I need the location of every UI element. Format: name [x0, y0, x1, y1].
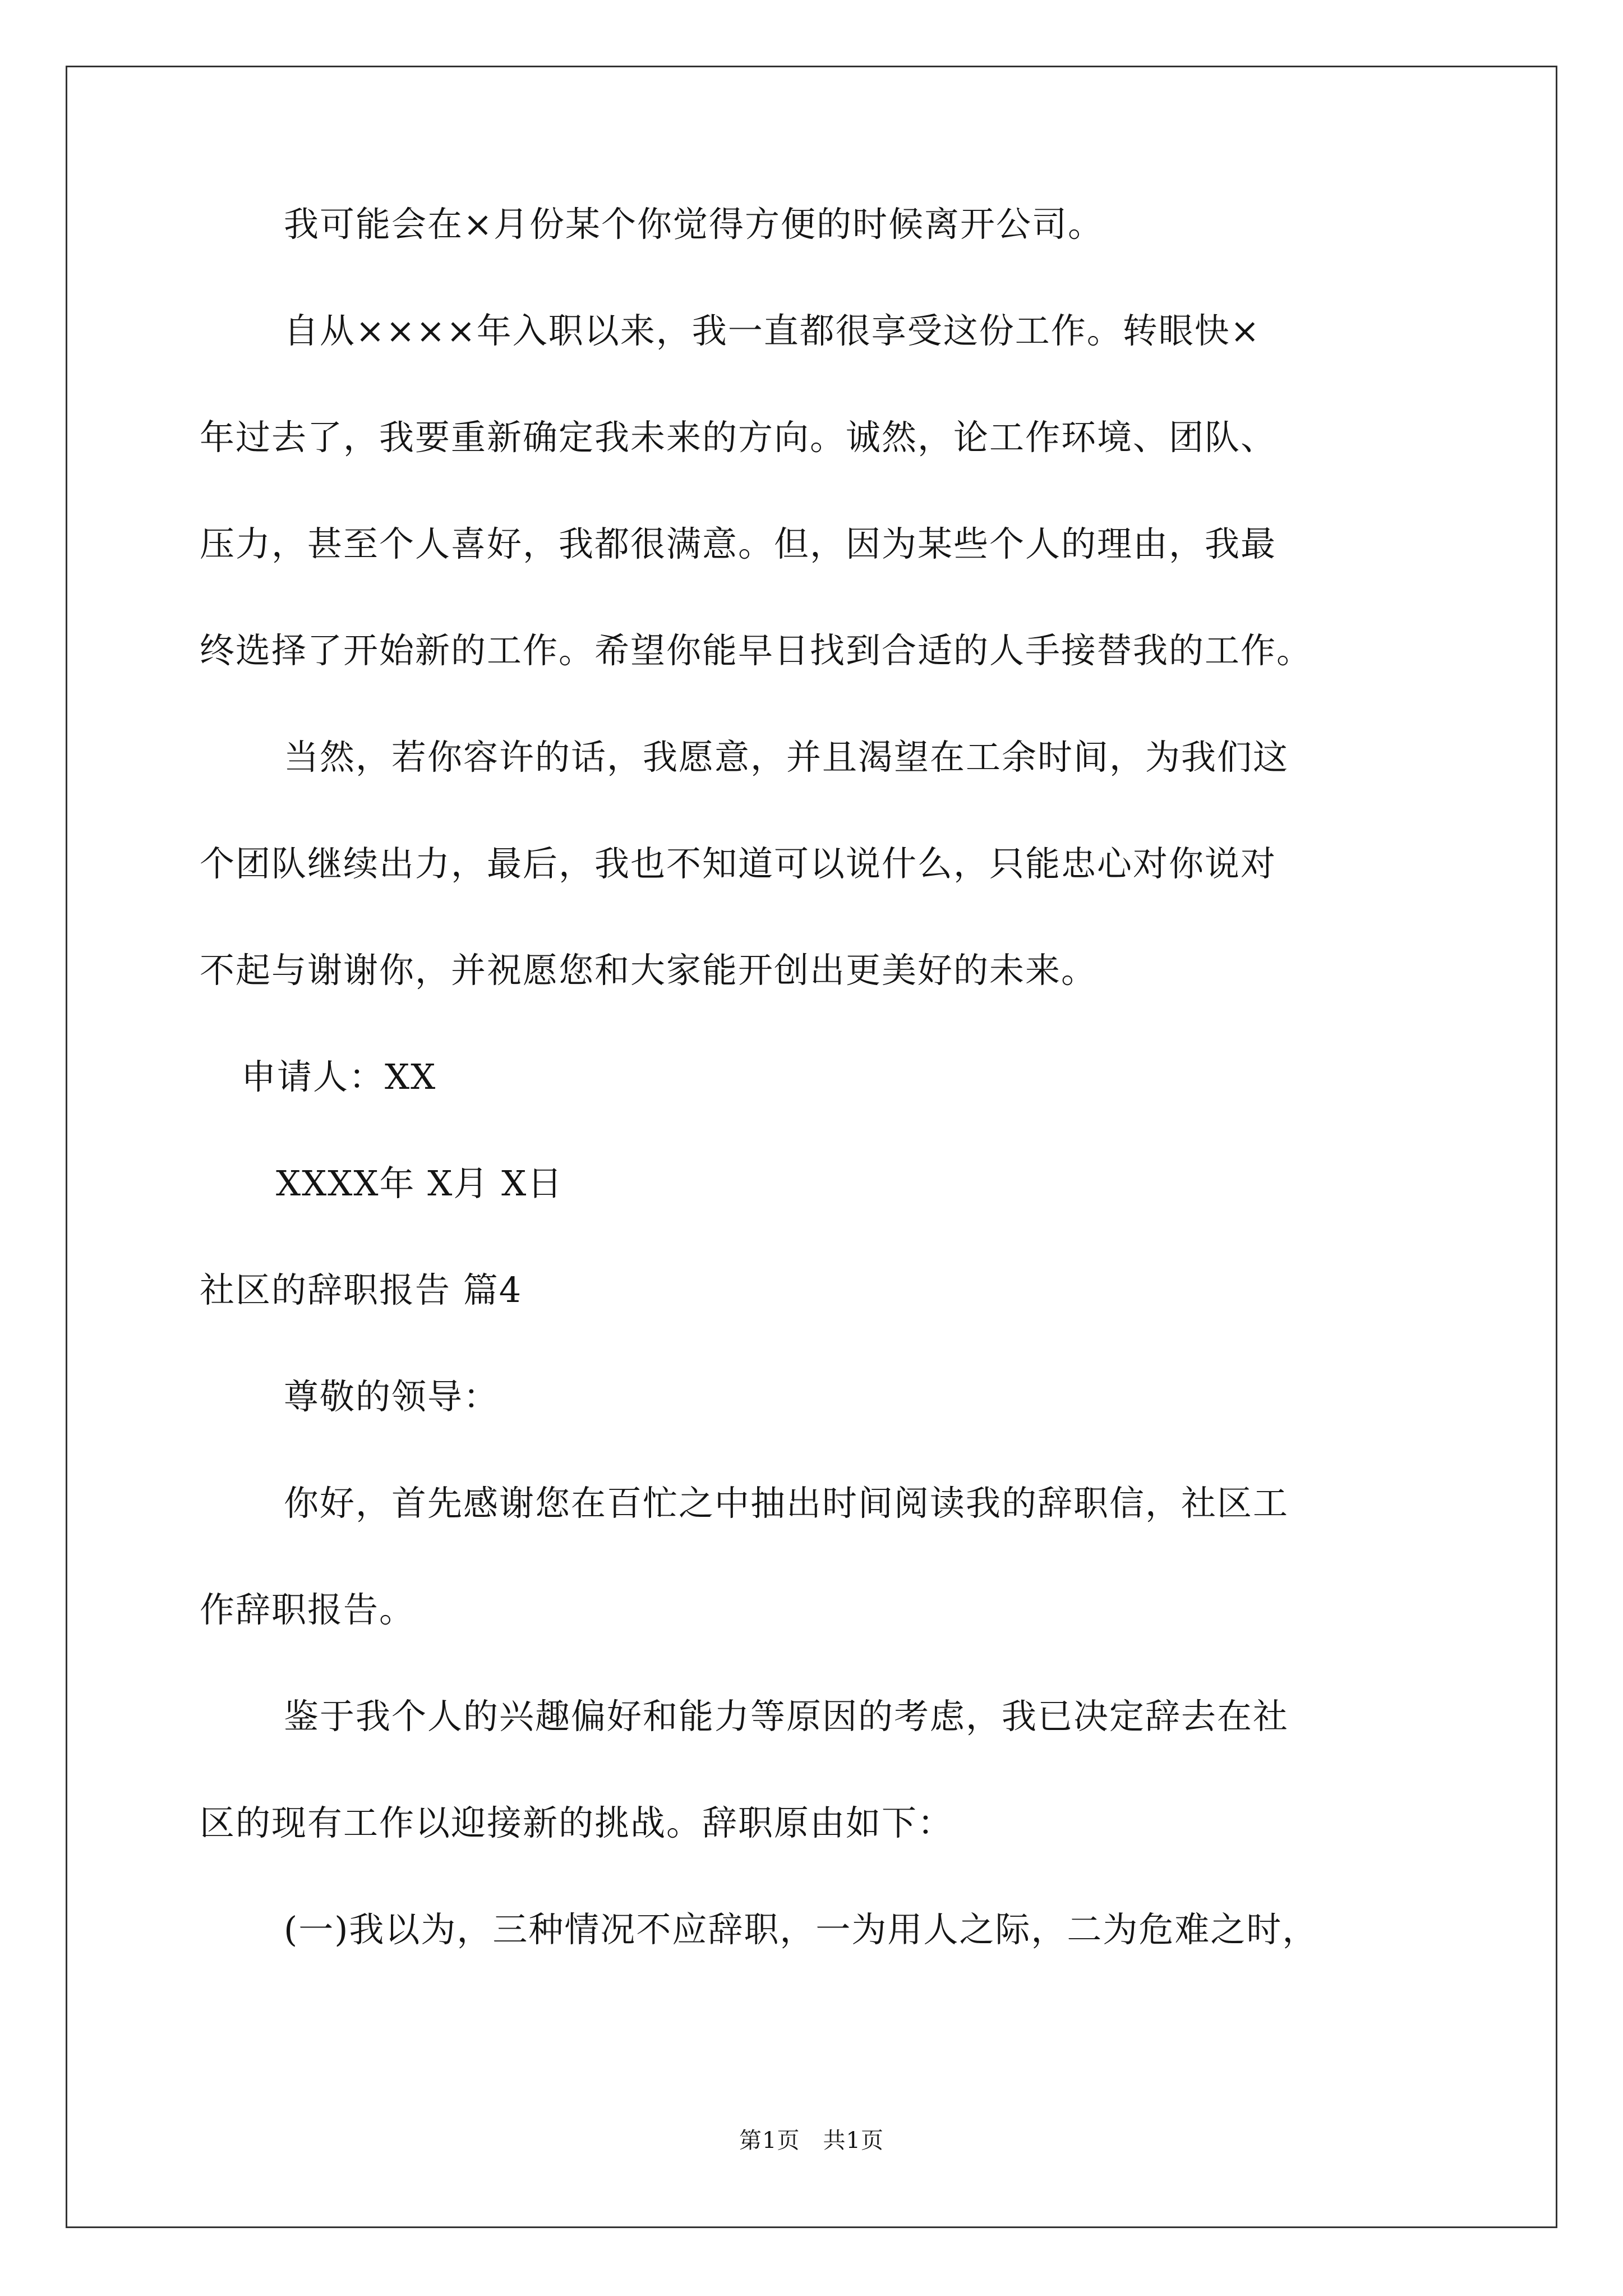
paragraph-line: 当然，若你容许的话，我愿意，并且渴望在工余时间，为我们这: [284, 737, 1289, 777]
paragraph-line: (一)我以为，三种情况不应辞职，一为用人之际，二为危难之时，: [284, 1909, 1318, 1950]
paragraph-line: 年过去了，我要重新确定我未来的方向。诚然，论工作环境、团队、: [200, 417, 1277, 458]
paragraph-line: 鉴于我个人的兴趣偏好和能力等原因的考虑，我已决定辞去在社: [284, 1696, 1289, 1737]
section-heading: 社区的辞职报告 篇4: [200, 1269, 523, 1310]
signature-name: 申请人：XX: [241, 1056, 437, 1097]
paragraph-line: 压力，甚至个人喜好，我都很满意。但，因为某些个人的理由，我最: [200, 523, 1277, 564]
page-footer: 第1页 共1页: [739, 2128, 884, 2154]
salutation: 尊敬的领导：: [284, 1376, 500, 1417]
paragraph-line: 我可能会在×月份某个你觉得方便的时候离开公司。: [284, 204, 1104, 245]
paragraph-line: 个团队继续出力，最后，我也不知道可以说什么，只能忠心对你说对: [200, 843, 1277, 884]
page-border: [66, 66, 1557, 2228]
paragraph-line: 区的现有工作以迎接新的挑战。辞职原由如下：: [200, 1802, 954, 1843]
signature-date: XXXX年 X月 X日: [276, 1163, 564, 1204]
paragraph-line: 不起与谢谢你，并祝愿您和大家能开创出更美好的未来。: [200, 950, 1098, 991]
paragraph-line: 你好，首先感谢您在百忙之中抽出时间阅读我的辞职信，社区工: [284, 1483, 1289, 1524]
paragraph-line: 作辞职报告。: [200, 1589, 416, 1630]
paragraph-line: 自从××××年入职以来，我一直都很享受这份工作。转眼快×: [284, 310, 1261, 351]
paragraph-line: 终选择了开始新的工作。希望你能早日找到合适的人手接替我的工作。: [200, 630, 1313, 671]
